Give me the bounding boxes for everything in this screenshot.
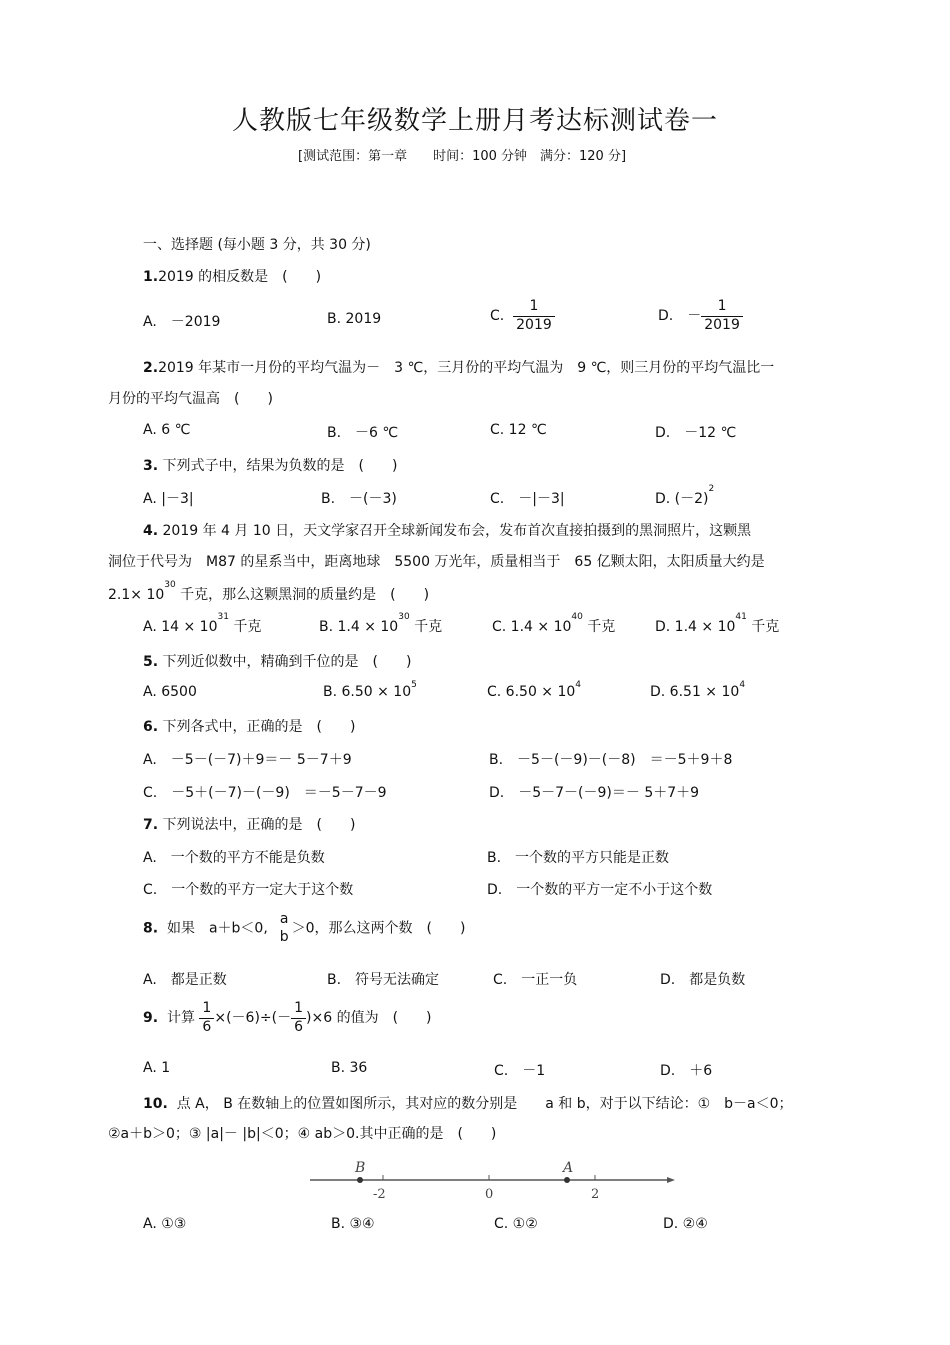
option-b: B. －(－3)	[321, 491, 397, 507]
option-b: B. 符号无法确定	[327, 972, 440, 988]
question-text: 计算	[166, 1010, 195, 1026]
tick-label: 0	[485, 1187, 494, 1202]
fraction	[277, 911, 292, 946]
question-1	[143, 266, 321, 286]
label-a: A	[563, 1160, 574, 1176]
question-text: 2019 年某市一月份的平均气温为－ 3 ℃，三月份的平均气温为 9 ℃，则三月份的平均气温比一	[158, 360, 775, 376]
text: 千克	[746, 619, 780, 635]
question-text: 下列近似数中，精确到千位的是 ( )	[162, 654, 412, 670]
page-title: 人教版七年级数学上册月考达标测试卷一	[231, 106, 718, 136]
question-number: 5.	[143, 654, 159, 670]
question-text: 下列式子中，结果为负数的是 ( )	[162, 458, 398, 474]
number-line	[305, 1155, 680, 1205]
question-text: ＞0，那么这两个数 ( )	[291, 920, 466, 937]
question-text: 2019 的相反数是 ( )	[158, 269, 322, 285]
option-a: A. 1	[143, 1060, 171, 1076]
question-8	[143, 911, 465, 946]
question-9	[143, 1000, 432, 1036]
question-number: 10.	[143, 1096, 168, 1112]
exponent: 40	[571, 612, 583, 622]
option-b: B. －5－(－9)－(－8) ＝－5＋9＋8	[489, 752, 733, 768]
denominator: b	[279, 928, 289, 945]
section-heading: 一、选择题 (每小题 3 分，共 30 分)	[143, 237, 371, 253]
option-c: C. 一个数的平方一定大于这个数	[143, 882, 354, 898]
text: 千克	[409, 619, 443, 635]
option-d	[658, 298, 743, 334]
option-a: A. －5－(－7)＋9＝－ 5－7＋9	[143, 752, 352, 768]
option-a: A. 6500	[143, 684, 197, 700]
arrow-icon	[667, 1177, 675, 1183]
option-d: D. －5－7－(－9)＝－ 5＋7＋9	[489, 785, 700, 801]
option-a: A. 6 ℃	[143, 422, 191, 438]
option-c	[487, 680, 582, 700]
question-10	[143, 1093, 793, 1113]
tick-label: -2	[373, 1187, 386, 1202]
option-text: D. (－2)	[655, 491, 709, 507]
question-10-cont: ②a＋b＞0；③ |a|－ |b|＜0；④ ab＞0.其中正确的是 ( )	[108, 1126, 497, 1142]
text: B. 1.4 × 10	[319, 619, 399, 635]
exponent: 5	[411, 680, 417, 690]
text: A. 14 × 10	[143, 619, 218, 635]
question-text: )×6 的值为 ( )	[306, 1010, 432, 1026]
option-a: A. －2019	[143, 314, 221, 330]
question-4	[143, 520, 751, 540]
question-text: ×(－6)÷(－	[214, 1010, 292, 1026]
point-a	[564, 1177, 570, 1183]
text: 千克	[582, 619, 616, 635]
text: D. 6.51 × 10	[650, 684, 740, 700]
option-d: D. －12 ℃	[655, 425, 737, 441]
option-c	[490, 298, 555, 334]
fraction	[199, 1000, 214, 1036]
question-number: 7.	[143, 817, 159, 833]
option-c: C. －1	[494, 1063, 546, 1079]
exponent: 4	[739, 680, 746, 690]
point-b	[357, 1177, 363, 1183]
question-number: 2.	[143, 360, 159, 376]
option-c: C. －|－3|	[490, 491, 565, 507]
question-text: 下列说法中，正确的是 ( )	[162, 817, 356, 833]
question-5	[143, 651, 411, 671]
option-d: D. 一个数的平方一定不小于这个数	[487, 882, 713, 898]
question-number: 9.	[143, 1010, 159, 1026]
exponent: 41	[735, 612, 747, 622]
option-d: D. ＋6	[660, 1063, 713, 1079]
question-number: 4.	[143, 523, 159, 539]
option-a: A. 一个数的平方不能是负数	[143, 850, 325, 866]
option-b: B. 2019	[327, 311, 382, 327]
question-4-cont: 洞位于代号为 M87 的星系当中，距离地球 5500 万光年，质量相当于 65 亿颗太阳，太阳质量大约是	[108, 554, 765, 570]
label-b: B	[355, 1160, 366, 1176]
test-info: [测试范围：第一章 时间：100 分钟 满分：120 分]	[298, 149, 627, 164]
question-text: 点 A， B 在数轴上的位置如图所示，其对应的数分别是 a 和 b，对于以下结论：① b－a＜0；	[176, 1096, 793, 1112]
question-number: 8.	[143, 920, 159, 937]
denominator: 6	[202, 1018, 212, 1035]
exponent: 2	[708, 484, 715, 494]
option-c: C. ①②	[494, 1216, 538, 1232]
question-number: 1.	[143, 269, 159, 285]
exponent: 4	[575, 680, 582, 690]
numerator: a	[279, 911, 289, 927]
option-c: C. 12 ℃	[490, 422, 547, 438]
exponent: 30	[164, 580, 176, 590]
option-d	[650, 680, 746, 700]
question-text: 如果 a＋b＜0,	[166, 920, 268, 937]
question-6	[143, 716, 355, 736]
exponent: 31	[217, 612, 229, 622]
option-c	[492, 612, 616, 636]
option-label: C.	[490, 308, 505, 324]
option-a: A. |－3|	[143, 491, 194, 507]
option-c: C. 一正一负	[493, 972, 578, 988]
option-a: A. ①③	[143, 1216, 187, 1232]
exponent: 30	[398, 612, 410, 622]
fraction	[701, 298, 743, 334]
text: 千克	[228, 619, 262, 635]
option-a: A. 都是正数	[143, 972, 227, 988]
option-b: B. －6 ℃	[327, 425, 399, 441]
option-b: B. ③④	[331, 1216, 375, 1232]
fraction	[291, 1000, 306, 1036]
option-d: D. 都是负数	[660, 972, 746, 988]
text: 千克，那么这颗黑洞的质量约是 ( )	[175, 587, 430, 603]
numerator: 1	[199, 1000, 214, 1019]
option-b	[323, 680, 417, 700]
numerator: 1	[513, 298, 555, 317]
text: 2.1× 10	[108, 587, 165, 603]
question-4-cont2	[108, 580, 430, 604]
numerator: 1	[291, 1000, 306, 1019]
text: C. 6.50 × 10	[487, 684, 576, 700]
denominator: 6	[294, 1018, 304, 1035]
option-d: D. ②④	[663, 1216, 708, 1232]
option-b: B. 36	[331, 1060, 368, 1076]
question-2-cont: 月份的平均气温高 ( )	[108, 391, 273, 407]
option-b: B. 一个数的平方只能是正数	[487, 850, 670, 866]
question-text: 下列各式中，正确的是 ( )	[162, 719, 356, 735]
fraction	[513, 298, 555, 334]
denominator: 2019	[516, 316, 552, 333]
option-d	[655, 612, 780, 636]
question-3	[143, 455, 397, 475]
text: C. 1.4 × 10	[492, 619, 572, 635]
tick-label: 2	[591, 1187, 600, 1202]
option-label: D. －	[658, 308, 702, 324]
question-number: 3.	[143, 458, 159, 474]
denominator: 2019	[704, 316, 740, 333]
option-c: C. －5＋(－7)－(－9) ＝－5－7－9	[143, 785, 387, 801]
numerator: 1	[701, 298, 743, 317]
question-7	[143, 814, 355, 834]
text: B. 6.50 × 10	[323, 684, 412, 700]
question-number: 6.	[143, 719, 159, 735]
question-text: 2019 年 4 月 10 日，天文学家召开全球新闻发布会，发布首次直接拍摄到的黑洞照片，这颗黑	[162, 523, 752, 539]
option-b	[319, 612, 443, 636]
option-d	[655, 484, 715, 508]
text: D. 1.4 × 10	[655, 619, 736, 635]
option-a	[143, 612, 262, 636]
question-2	[143, 357, 774, 377]
